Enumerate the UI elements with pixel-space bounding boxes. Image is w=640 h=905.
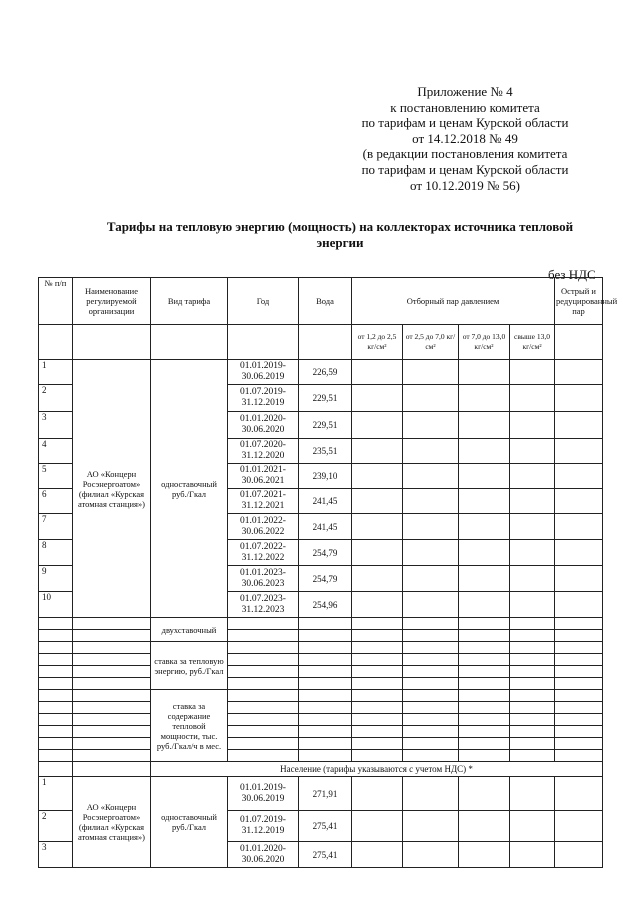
table-row: 2 01.07.2019-31.12.2019 275,41 [39,811,603,842]
col-water-header: Вода [299,278,352,325]
table-row: 2 01.07.2019-31.12.2019 229,51 [39,385,603,412]
table-row [39,738,603,750]
table-row [39,630,603,642]
col-num-header: № п/п [39,278,73,325]
steam-subcol-4: свыше 13,0 кг/см² [510,325,555,360]
col-type-header: Вид тарифа [151,278,228,325]
steam-subcol-1: от 1,2 до 2,5 кг/см² [352,325,403,360]
energy-rate-cell: ставка за тепловую энергию, руб./Гкал [151,642,228,690]
table-row: 6 01.07.2021-31.12.2021 241,45 [39,489,603,514]
appendix-header [330,84,600,193]
col-year-header: Год [228,278,299,325]
subheader-row [39,325,603,360]
pop-tariff-type-cell: одноставочный руб./Гкал [151,777,228,868]
tariff-type-cell: одноставочный руб./Гкал [151,360,228,618]
col-steam-header: Отборный пар давлением [352,278,555,325]
table-row [39,726,603,738]
pop-org-cell: АО «Концерн Росэнергоатом» (филиал «Курская атомная станция») [73,777,151,868]
document-title: Тарифы на тепловую энергию (мощность) на коллекторах источника тепловой энергии [106,219,574,250]
header-line: Приложение № 4 [417,84,513,99]
header-row [39,278,603,325]
capacity-rate-cell: ставка за содержание тепловой мощности, тыс. руб./Гкал/ч в мес. [151,690,228,762]
header-line: к постановлению комитета [390,99,540,115]
table-row [39,690,603,702]
table-row: 8 01.07.2022-31.12.2022 254,79 [39,540,603,566]
table-row: 3 01.01.2020-30.06.2020 275,41 [39,842,603,868]
vat-note: без НДС [548,267,596,282]
header-line: от 14.12.2018 № 49 [412,130,518,146]
header-line: по тарифам и ценам Курской области [361,161,569,177]
population-section-row [39,762,603,777]
header-line: от 10.12.2019 № 56) [410,177,520,193]
two-part-cell: двухставочный [151,618,228,642]
tariff-table [38,277,618,868]
table-row: 3 01.01.2020-30.06.2020 229,51 [39,412,603,439]
table-row [39,654,603,666]
header-line: по тарифам и ценам Курской области [361,115,569,131]
table-row: 4 01.07.2020-31.12.2020 235,51 [39,439,603,464]
org-cell: АО «Концерн Росэнергоатом» (филиал «Курская атомная станция») [73,360,151,618]
table-row [39,642,603,654]
steam-subcol-3: от 7,0 до 13,0 кг/см² [459,325,510,360]
header-line: (в редакции постановления комитета [362,146,568,162]
col-sharp-header: Острый и редуцированный пар [555,278,603,325]
table-row: 9 01.01.2023-30.06.2023 254,79 [39,566,603,592]
table-row: 1 АО «Концерн Росэнергоатом» (филиал «Курская атомная станция») одноставочный руб./Гкал 01.01.2019-30.06.2019 271,91 [39,777,603,811]
table-row [39,702,603,714]
table-row: 1 АО «Концерн Росэнергоатом» (филиал «Курская атомная станция») одноставочный руб./Гкал 01.01.2019-30.06.2019 226,59 [39,360,603,385]
population-heading: Население (тарифы указываются с учетом НДС) * [151,762,603,777]
col-org-header: Наименование регулируемой организации [73,278,151,325]
table-row [39,618,603,630]
steam-subcol-2: от 2,5 до 7,0 кг/см² [403,325,459,360]
table-row: 10 01.07.2023-31.12.2023 254,96 [39,592,603,618]
table-row [39,678,603,690]
table-row [39,714,603,726]
table-row: 5 01.01.2021-30.06.2021 239,10 [39,464,603,489]
table-row: 7 01.01.2022-30.06.2022 241,45 [39,514,603,540]
table-row [39,750,603,762]
table-row [39,666,603,678]
